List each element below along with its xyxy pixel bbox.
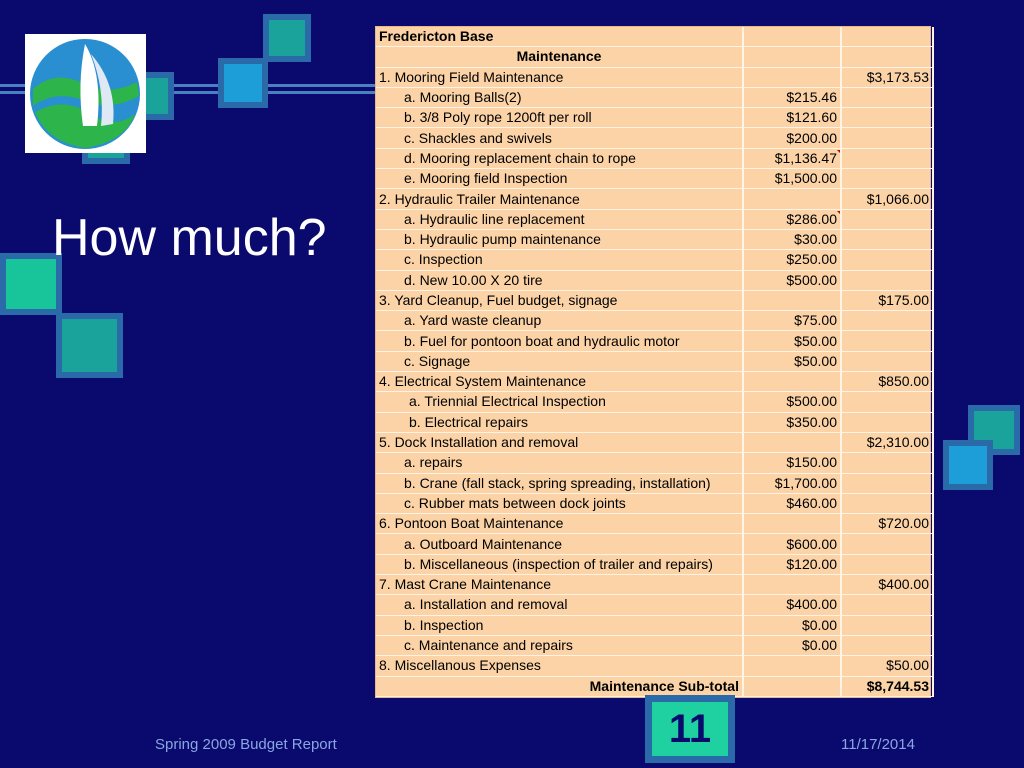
table-row [376, 209, 933, 229]
row-total [841, 128, 933, 148]
row-total: $850.00 [841, 372, 933, 392]
table-row [376, 148, 933, 168]
row-total [841, 229, 933, 249]
row-label: d. Mooring replacement chain to rope [376, 148, 743, 168]
row-amount: $250.00 [743, 250, 841, 270]
row-label: b. Hydraulic pump maintenance [376, 229, 743, 249]
row-amount: $500.00 [743, 392, 841, 412]
table-row [376, 473, 933, 493]
table-row [376, 331, 933, 351]
row-amount: $0.00 [743, 635, 841, 655]
table-row [376, 615, 933, 635]
budget-table [375, 26, 931, 698]
row-total [841, 270, 933, 290]
row-total: $50.00 [841, 656, 933, 676]
row-label: b. Crane (fall stack, spring spreading, installation) [376, 473, 743, 493]
table-row [376, 575, 933, 595]
row-amount: $500.00 [743, 270, 841, 290]
row-total [841, 392, 933, 412]
row-label: b. 3/8 Poly rope 1200ft per roll [376, 108, 743, 128]
table-row [376, 372, 933, 392]
row-total [841, 453, 933, 473]
row-label: a. Triennial Electrical Inspection [376, 392, 743, 412]
row-amount: $600.00 [743, 534, 841, 554]
row-label: a. Hydraulic line replacement [376, 209, 743, 229]
table-row [376, 453, 933, 473]
row-amount [743, 290, 841, 310]
row-label: 3. Yard Cleanup, Fuel budget, signage [376, 290, 743, 310]
row-label: a. Outboard Maintenance [376, 534, 743, 554]
table-row [376, 270, 933, 290]
row-amount [743, 67, 841, 87]
row-amount: $50.00 [743, 351, 841, 371]
row-label: a. Yard waste cleanup [376, 311, 743, 331]
decor-square [218, 58, 268, 108]
decor-square [943, 440, 993, 490]
row-total: $2,310.00 [841, 432, 933, 452]
row-total: $720.00 [841, 514, 933, 534]
organization-logo [25, 34, 146, 153]
row-total [841, 311, 933, 331]
row-total [841, 351, 933, 371]
row-label: b. Inspection [376, 615, 743, 635]
table-row [376, 311, 933, 331]
subtotal-label: Maintenance Sub-total [376, 676, 743, 696]
row-amount [743, 189, 841, 209]
decor-square [56, 313, 123, 378]
table-row [376, 432, 933, 452]
row-amount: $120.00 [743, 554, 841, 574]
table-row [376, 87, 933, 107]
row-amount: $215.46 [743, 87, 841, 107]
row-total [841, 615, 933, 635]
table-row [376, 229, 933, 249]
page-number-badge [645, 695, 735, 763]
row-label: d. New 10.00 X 20 tire [376, 270, 743, 290]
row-total [841, 635, 933, 655]
row-amount: $350.00 [743, 412, 841, 432]
row-total [841, 473, 933, 493]
table-row [376, 250, 933, 270]
decor-square [263, 14, 311, 62]
table-row [376, 514, 933, 534]
row-total [841, 595, 933, 615]
row-label: b. Fuel for pontoon boat and hydraulic motor [376, 331, 743, 351]
subtotal-row [376, 676, 933, 696]
row-amount: $30.00 [743, 229, 841, 249]
row-total [841, 493, 933, 513]
table-header: Fredericton Base [376, 27, 743, 47]
row-total [841, 554, 933, 574]
row-label: c. Maintenance and repairs [376, 635, 743, 655]
row-amount: $286.00 [743, 209, 841, 229]
row-amount: $75.00 [743, 311, 841, 331]
table-row [376, 108, 933, 128]
row-amount: $1,136.47 [743, 148, 841, 168]
row-label: c. Rubber mats between dock joints [376, 493, 743, 513]
row-amount [743, 432, 841, 452]
subtotal-value: $8,744.53 [841, 676, 933, 696]
row-amount: $1,700.00 [743, 473, 841, 493]
row-total: $175.00 [841, 290, 933, 310]
row-total [841, 148, 933, 168]
row-label: 4. Electrical System Maintenance [376, 372, 743, 392]
row-label: b. Electrical repairs [376, 412, 743, 432]
row-total [841, 534, 933, 554]
row-label: e. Mooring field Inspection [376, 169, 743, 189]
row-label: 5. Dock Installation and removal [376, 432, 743, 452]
table-row [376, 534, 933, 554]
row-total [841, 108, 933, 128]
row-amount [743, 372, 841, 392]
table-row [376, 392, 933, 412]
row-amount [743, 656, 841, 676]
table-row [376, 635, 933, 655]
table-row [376, 351, 933, 371]
row-total: $3,173.53 [841, 67, 933, 87]
row-label: 7. Mast Crane Maintenance [376, 575, 743, 595]
row-amount: $0.00 [743, 615, 841, 635]
row-amount: $1,500.00 [743, 169, 841, 189]
page-number: 11 [668, 706, 712, 751]
row-amount: $150.00 [743, 453, 841, 473]
row-amount: $460.00 [743, 493, 841, 513]
row-amount: $50.00 [743, 331, 841, 351]
row-total [841, 331, 933, 351]
row-total [841, 169, 933, 189]
row-total [841, 87, 933, 107]
table-row [376, 67, 933, 87]
row-label: c. Shackles and swivels [376, 128, 743, 148]
row-total: $1,066.00 [841, 189, 933, 209]
table-section-title: Maintenance [376, 47, 743, 67]
row-label: 8. Miscellanous Expenses [376, 656, 743, 676]
row-total [841, 412, 933, 432]
table-row [376, 128, 933, 148]
row-total: $400.00 [841, 575, 933, 595]
table-row [376, 169, 933, 189]
table-header-row [376, 27, 933, 47]
row-total [841, 209, 933, 229]
row-label: a. Mooring Balls(2) [376, 87, 743, 107]
footer-report-name: Spring 2009 Budget Report [155, 736, 337, 753]
table-row [376, 554, 933, 574]
table-row [376, 412, 933, 432]
row-label: 1. Mooring Field Maintenance [376, 67, 743, 87]
table-row [376, 290, 933, 310]
table-section-row [376, 47, 933, 67]
row-amount: $121.60 [743, 108, 841, 128]
table-row [376, 493, 933, 513]
table-row [376, 595, 933, 615]
row-amount: $400.00 [743, 595, 841, 615]
row-amount [743, 575, 841, 595]
footer-date: 11/17/2014 [841, 736, 915, 753]
row-label: a. Installation and removal [376, 595, 743, 615]
row-amount [743, 514, 841, 534]
row-label: c. Signage [376, 351, 743, 371]
row-amount: $200.00 [743, 128, 841, 148]
table-row [376, 189, 933, 209]
row-label: 6. Pontoon Boat Maintenance [376, 514, 743, 534]
row-label: a. repairs [376, 453, 743, 473]
row-label: b. Miscellaneous (inspection of trailer and repairs) [376, 554, 743, 574]
row-label: 2. Hydraulic Trailer Maintenance [376, 189, 743, 209]
table-row [376, 656, 933, 676]
slide-title: How much? [52, 209, 327, 267]
row-total [841, 250, 933, 270]
row-label: c. Inspection [376, 250, 743, 270]
